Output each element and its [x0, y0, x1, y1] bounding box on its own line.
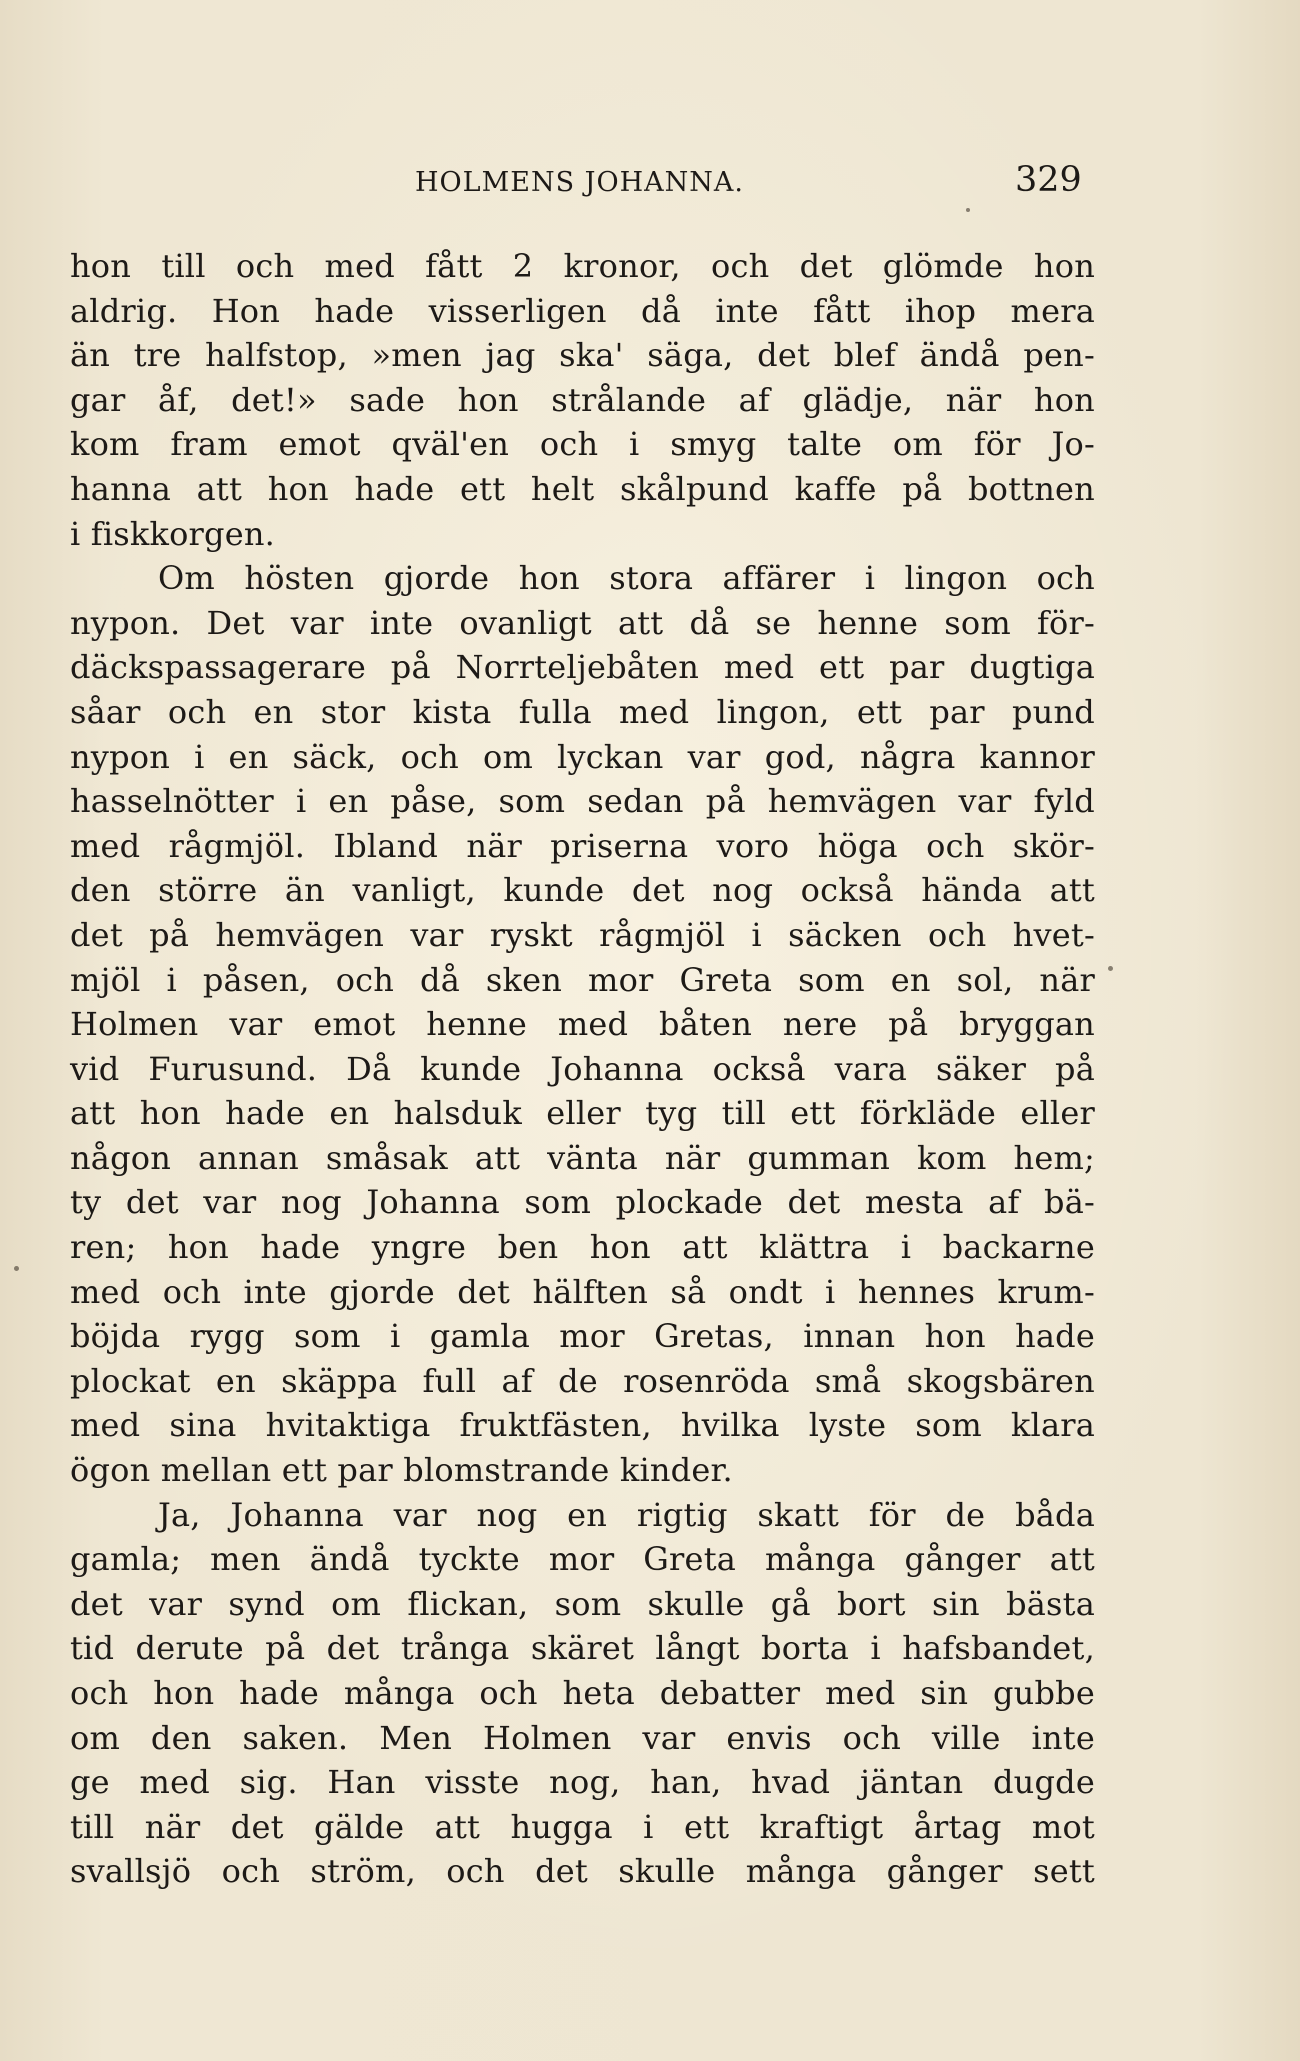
text-line: med sina hvitaktiga fruktfästen, hvilka lyste som klara	[70, 1406, 1095, 1445]
text-line: med och inte gjorde det hälften så ondt i hennes krum-	[70, 1272, 1095, 1311]
text-line: plockat en skäppa full af de rosenröda små skogsbären	[70, 1361, 1095, 1400]
text-line: däckspassagerare på Norrteljebåten med ett par dugtiga	[70, 648, 1095, 687]
paragraph-start-line: Ja, Johanna var nog en rigtig skatt för de båda	[158, 1495, 1095, 1534]
text-line: gamla; men ändå tyckte mor Greta många gånger att	[70, 1540, 1095, 1579]
text-line: mjöl i påsen, och då sken mor Greta som en sol, när	[70, 960, 1095, 999]
paper-speck	[1108, 966, 1113, 971]
text-line: det var synd om flickan, som skulle gå bort sin bästa	[70, 1584, 1095, 1623]
text-line: till när det gälde att hugga i ett kraftigt årtag mot	[70, 1807, 1095, 1846]
paper-speck	[14, 1266, 19, 1271]
text-line: aldrig. Hon hade visserligen då inte fått ihop mera	[70, 291, 1095, 330]
page-number: 329	[1015, 160, 1082, 200]
text-line: om den saken. Men Holmen var envis och ville inte	[70, 1718, 1095, 1757]
text-line: det på hemvägen var ryskt rågmjöl i säcken och hvet-	[70, 915, 1095, 954]
page-header	[415, 160, 1082, 204]
text-line: såar och en stor kista fulla med lingon, ett par pund	[70, 692, 1095, 731]
text-line: någon annan småsak att vänta när gumman kom hem;	[70, 1138, 1095, 1177]
text-line: hasselnötter i en påse, som sedan på hemvägen var fyld	[70, 782, 1095, 821]
text-line: ögon mellan ett par blomstrande kinder.	[70, 1451, 733, 1490]
text-line: vid Furusund. Då kunde Johanna också vara säker på	[70, 1049, 1095, 1088]
text-line: Holmen var emot henne med båten nere på bryggan	[70, 1005, 1095, 1044]
text-line: än tre halfstop, »men jag ska' säga, det blef ändå pen-	[70, 336, 1095, 375]
text-line: den större än vanligt, kunde det nog också hända att	[70, 871, 1095, 910]
text-line: hanna att hon hade ett helt skålpund kaffe på bottnen	[70, 469, 1095, 508]
text-line: böjda rygg som i gamla mor Gretas, innan hon hade	[70, 1317, 1095, 1356]
text-line: med rågmjöl. Ibland när priserna voro höga och skör-	[70, 826, 1095, 865]
text-line: i fiskkorgen.	[70, 514, 276, 553]
text-line: ren; hon hade yngre ben hon att klättra i backarne	[70, 1228, 1095, 1267]
text-line: hon till och med fått 2 kronor, och det glömde hon	[70, 247, 1095, 285]
text-line: nypon i en säck, och om lyckan var god, några kannor	[70, 737, 1095, 776]
paragraph-start-line: Om hösten gjorde hon stora affärer i lingon och	[158, 559, 1095, 598]
text-line: tid derute på det trånga skäret långt borta i hafsbandet,	[70, 1629, 1095, 1668]
text-line: nypon. Det var inte ovanligt att då se henne som för-	[70, 603, 1095, 642]
text-line: svallsjö och ström, och det skulle många gånger sett	[70, 1852, 1095, 1891]
text-line: ty det var nog Johanna som plockade det mesta af bä-	[70, 1183, 1095, 1222]
text-line: att hon hade en halsduk eller tyg till ett förkläde eller	[70, 1094, 1095, 1133]
running-title: HOLMENS JOHANNA.	[415, 167, 745, 198]
text-line: kom fram emot qväl'en och i smyg talte om för Jo-	[70, 425, 1095, 464]
text-line: och hon hade många och heta debatter med sin gubbe	[70, 1674, 1095, 1712]
text-line: ge med sig. Han visste nog, han, hvad jäntan dugde	[70, 1763, 1095, 1802]
body-text	[70, 244, 1095, 1894]
text-line: gar åf, det!» sade hon strålande af glädje, när hon	[70, 380, 1095, 419]
paper-speck	[966, 208, 970, 212]
